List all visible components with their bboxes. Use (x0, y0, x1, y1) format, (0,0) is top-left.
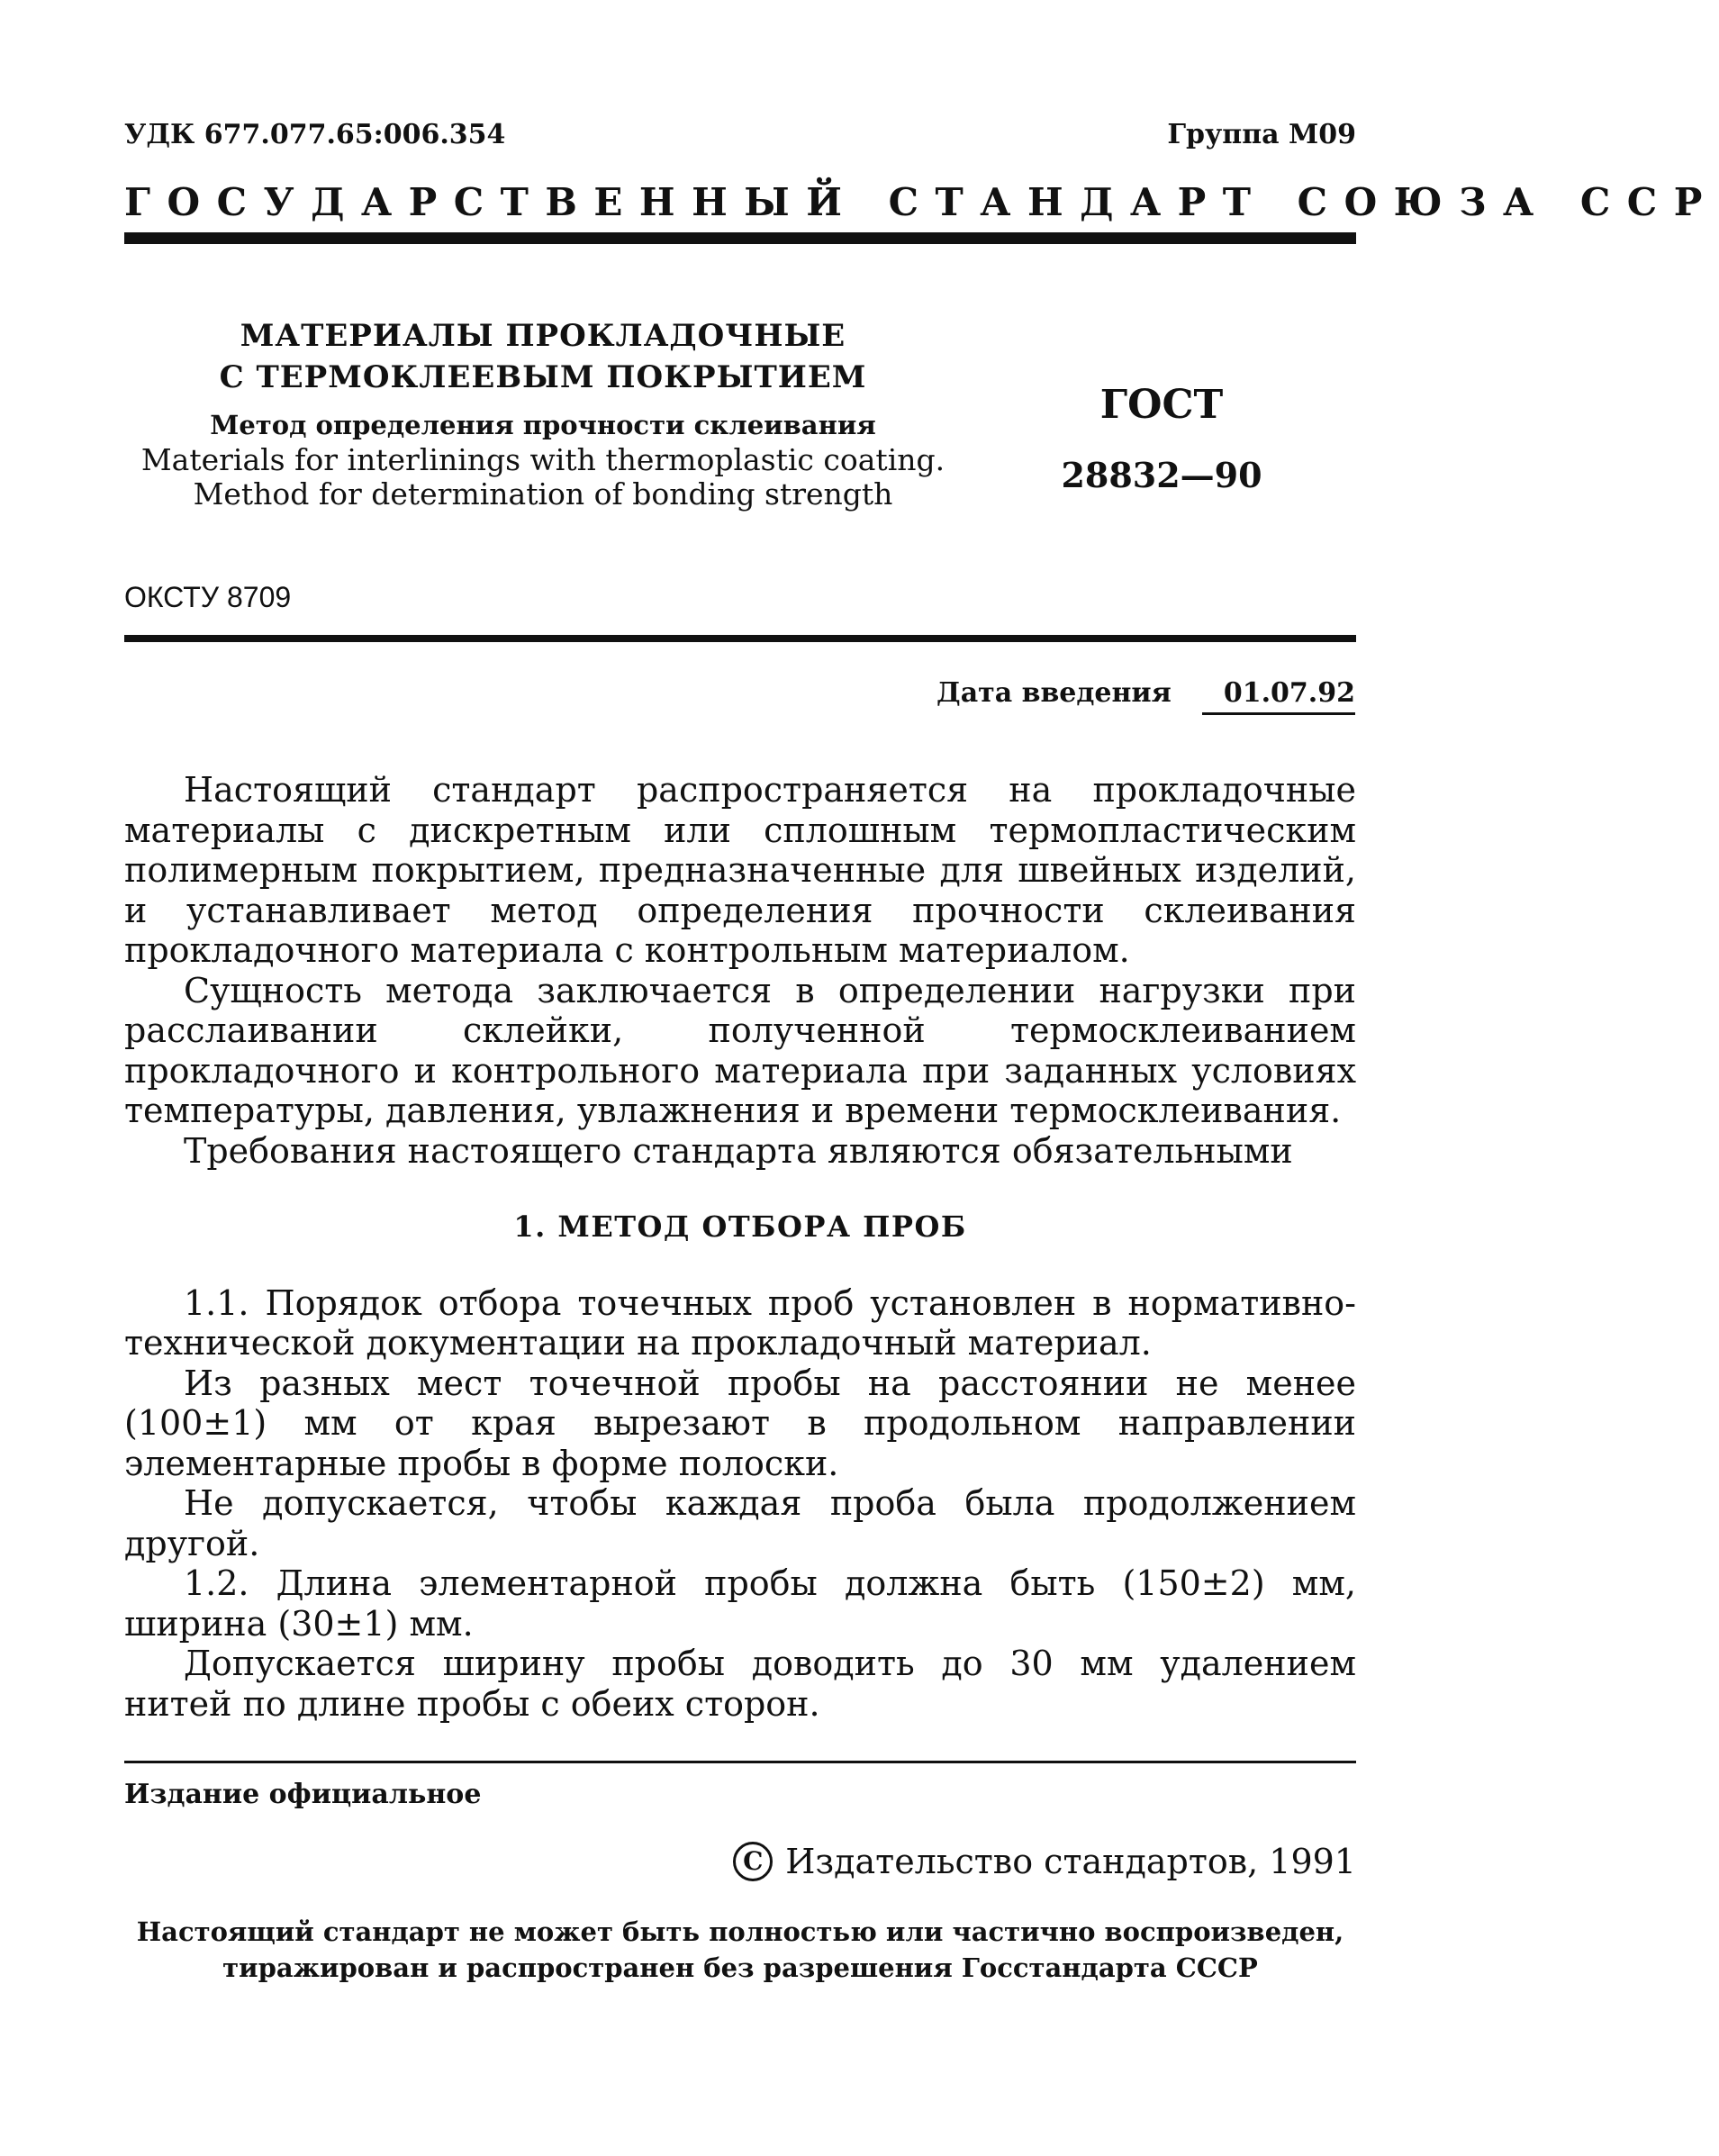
gost-number: 28832—90 (1061, 455, 1262, 495)
paragraph: 1.2. Длина элементарной пробы должна быть (150±2) мм, ширина (30±1) мм. (124, 1563, 1356, 1644)
paragraph: Требования настоящего стандарта являются обязательными (184, 1130, 1293, 1171)
introduction-date (936, 677, 1355, 715)
subtitle-ru: Метод определения прочности склеивания (210, 410, 876, 440)
paragraph: Сущность метода заключается в определении нагрузки при расслаивании склейки, полученной термосклеиванием прокладочного и контрольного материала при заданных условиях температуры, давления, увлажнения и времени термосклеивания. (124, 970, 1356, 1130)
title-ru-line1: МАТЕРИАЛЫ ПРОКЛАДОЧНЫЕ (240, 318, 846, 354)
title-block (124, 315, 962, 512)
group-code: Группа М09 (1167, 119, 1356, 150)
reproduction-notice (124, 1914, 1356, 1986)
introduction-date-label: Дата введения (936, 677, 1172, 709)
official-edition: Издание официальное (124, 1779, 482, 1810)
state-standard-heading: ГОСУДАРСТВЕННЫЙ СТАНДАРТ СОЮЗА ССР (124, 180, 1719, 224)
header-rule (124, 232, 1356, 244)
title-en-line2: Method for determination of bonding strength (193, 476, 893, 512)
footer-rule (124, 1761, 1356, 1763)
title-ru-line2: С ТЕРМОКЛЕЕВЫМ ПОКРЫТИЕМ (219, 359, 867, 395)
paragraph: Не допускается, чтобы каждая проба была продолжением другой. (124, 1483, 1356, 1563)
introduction-date-value: 01.07.92 (1202, 677, 1355, 715)
paragraph: Настоящий стандарт распространяется на прокладочные материалы с дискретным или сплошным термопластическим полимерным покрытием, предназначенные для швейных изделий, и устанавливает метод определения прочности склеивания прокладочного материала с контрольным материалом. (124, 770, 1356, 970)
title-en-line1: Materials for interlinings with thermoplastic coating. (140, 442, 945, 477)
gost-label: ГОСТ (1099, 382, 1224, 428)
notice-line1: Настоящий стандарт не может быть полностью или частично воспроизведен, (136, 1916, 1344, 1947)
body-text (124, 770, 1356, 1724)
notice-line2: тиражирован и распространен без разрешения Госстандарта СССР (222, 1952, 1258, 1983)
paragraph: Из разных мест точечной пробы на расстоянии не менее (100±1) мм от края вырезают в продольном направлении элементарные пробы в форме полоски. (124, 1363, 1356, 1483)
section-rule (124, 635, 1356, 642)
copyright-text: Издательство стандартов, 1991 (785, 1842, 1356, 1881)
udk-code: УДК 677.077.65:006.354 (124, 119, 506, 150)
paragraph: Допускается ширину пробы доводить до 30 мм удалением нитей по длине пробы с обеих сторон. (124, 1644, 1356, 1724)
copyright-icon: C (733, 1842, 773, 1881)
oksty-code: ОКСТУ 8709 (124, 581, 292, 613)
section-1-title: 1. МЕТОД ОТБОРА ПРОБ (513, 1209, 967, 1244)
copyright (733, 1842, 1356, 1885)
gost-block (1018, 378, 1306, 501)
paragraph: 1.1. Порядок отбора точечных проб установлен в нормативно-технической документации на прокладочный материал. (124, 1282, 1356, 1363)
